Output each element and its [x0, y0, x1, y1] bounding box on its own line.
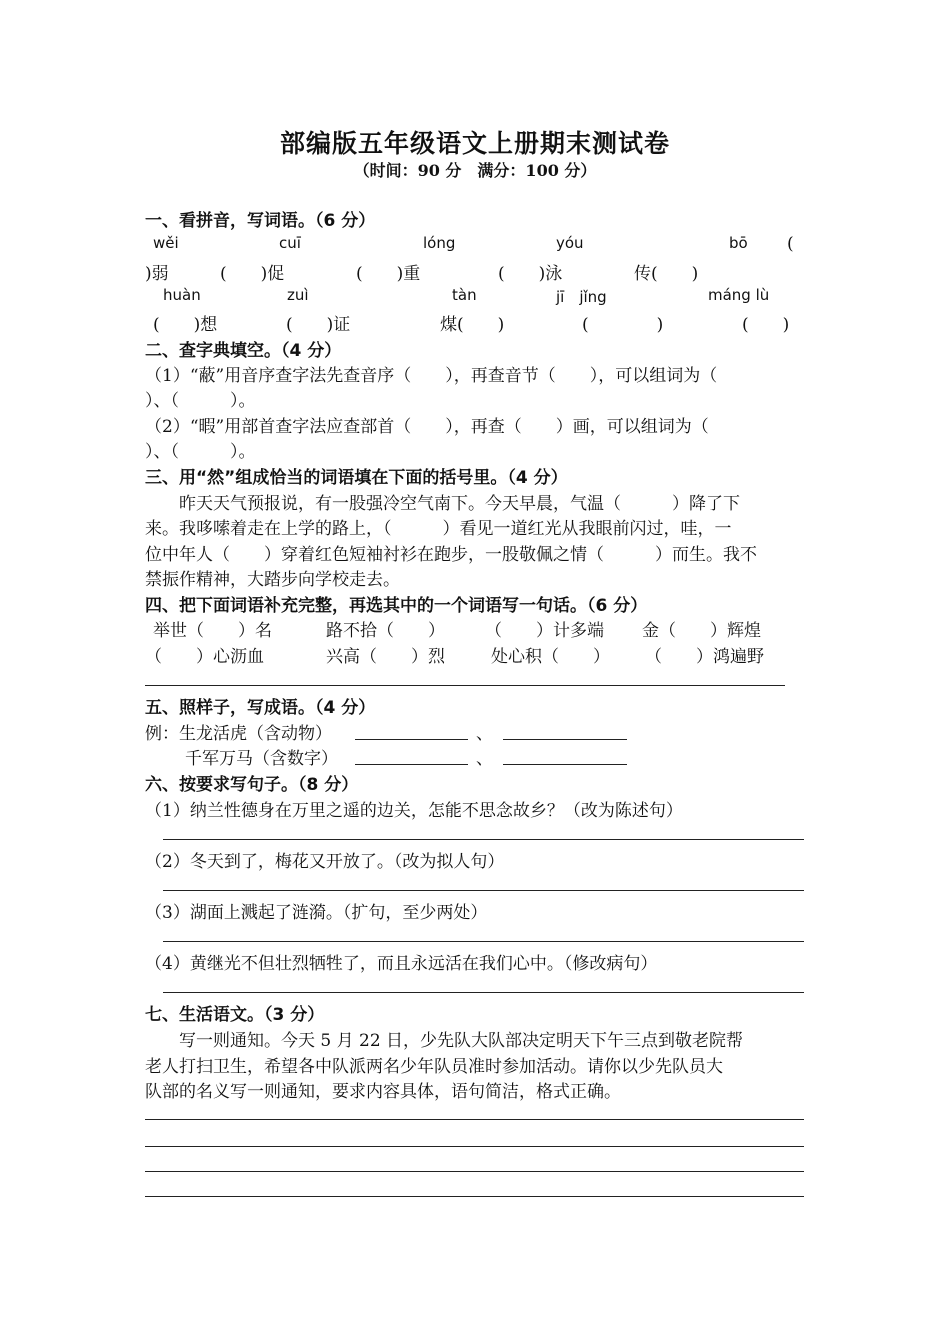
section7-answer-4[interactable] — [145, 1196, 804, 1197]
section5-answer-2b[interactable] — [503, 764, 627, 765]
section6-q1: （1）纳兰性德身在万里之遥的边关，怎能不思念故乡？（改为陈述句） — [145, 801, 683, 821]
section2-q2-line2: ）、（ ）。 — [145, 442, 256, 462]
section5-example2: 千军万马（含数字） — [185, 749, 338, 769]
idiom-blank-2: 路不拾（ ） — [326, 621, 445, 641]
pinyin-manglu: máng lù — [708, 286, 770, 304]
page-title: 部编版五年级语文上册期末测试卷 — [279, 129, 670, 158]
section6-answer-4[interactable] — [163, 992, 804, 993]
section6-q3: （3）湖面上溅起了涟漪。（扩句，至少两处） — [145, 903, 488, 923]
blank-open-paren: ( — [787, 234, 794, 254]
pinyin-long: lóng — [423, 234, 456, 252]
section2-q1-line2: ）、（ ）。 — [145, 391, 256, 411]
section6-answer-2[interactable] — [163, 890, 804, 891]
word-blank-7: ( )证 — [286, 315, 351, 335]
section5-example1: 例：生龙活虎（含动物） — [145, 724, 332, 744]
section7-heading: 七、生活语文。（3 分） — [145, 1005, 325, 1025]
page-subtitle: （时间：90 分 满分：100 分） — [353, 161, 597, 180]
section3-line2: 来。我哆嗦着走在上学的路上，（ ）看见一道红光从我眼前闪过，哇，一 — [145, 519, 732, 539]
word-blank-6: ( )想 — [153, 315, 218, 335]
idiom-blank-1: 举世（ ）名 — [153, 621, 272, 641]
pinyin-jijing: jī jǐng — [556, 288, 607, 306]
section6-heading: 六、按要求写句子。（8 分） — [145, 775, 359, 795]
section5-sep-2: 、 — [476, 749, 493, 769]
section2-q2-line1: （2）“暇”用部首查字法应查部首（ ），再查（ ）画，可以组词为（ — [145, 417, 709, 437]
section2-heading: 二、查字典填空。（4 分） — [145, 341, 342, 361]
word-blank-3: ( )重 — [356, 264, 421, 284]
pinyin-tan: tàn — [452, 286, 477, 304]
section3-line1: 昨天天气预报说，有一股强冷空气南下。今天早晨，气温（ ）降了下 — [145, 494, 740, 514]
idiom-blank-6: 兴高（ ）烈 — [326, 647, 445, 667]
section7-answer-3[interactable] — [145, 1171, 804, 1172]
section2-q1-line1: （1）“蔽”用音序查字法先查音序（ ），再查音节（ ），可以组词为（ — [145, 366, 718, 386]
pinyin-wei: wěi — [153, 234, 179, 252]
word-blank-10: ( ) — [742, 315, 790, 335]
section5-answer-1a[interactable] — [355, 739, 468, 740]
pinyin-bo: bō — [729, 234, 748, 252]
pinyin-huan: huàn — [163, 286, 201, 304]
section4-heading: 四、把下面词语补充完整，再选其中的一个词语写一句话。（6 分） — [145, 596, 648, 616]
idiom-blank-5: （ ）心沥血 — [145, 647, 264, 667]
section5-answer-2a[interactable] — [355, 764, 468, 765]
section7-line1: 写一则通知。今天 5 月 22 日，少先队大队部决定明天下午三点到敬老院帮 — [145, 1031, 744, 1051]
word-blank-5: 传( ) — [634, 264, 699, 284]
section6-answer-3[interactable] — [163, 941, 804, 942]
section3-line3: 位中年人（ ）穿着红色短袖衬衫在跑步，一股敬佩之情（ ）而生。我不 — [145, 545, 757, 565]
section3-line4: 禁振作精神，大踏步向学校走去。 — [145, 570, 400, 590]
section6-answer-1[interactable] — [163, 839, 804, 840]
section7-line3: 队部的名义写一则通知，要求内容具体，语句简洁，格式正确。 — [145, 1082, 621, 1102]
section6-q4: （4）黄继光不但壮烈牺牲了，而且永远活在我们心中。（修改病句） — [145, 954, 658, 974]
idiom-blank-3: （ ）计多端 — [485, 621, 604, 641]
section1-heading: 一、看拼音，写词语。（6 分） — [145, 211, 376, 231]
section4-answer-line[interactable] — [145, 685, 785, 686]
section7-answer-1[interactable] — [145, 1119, 804, 1120]
idiom-blank-8: （ ）鸿遍野 — [645, 647, 764, 667]
idiom-blank-4: 金（ ）辉煌 — [642, 621, 761, 641]
section6-q2: （2）冬天到了，梅花又开放了。（改为拟人句） — [145, 852, 505, 872]
idiom-blank-7: 处心积（ ） — [491, 647, 610, 667]
word-blank-9: ( ) — [582, 315, 664, 335]
word-blank-1: )弱 — [145, 264, 169, 284]
section5-heading: 五、照样子，写成语。（4 分） — [145, 698, 376, 718]
pinyin-cui: cuī — [279, 234, 301, 252]
section5-answer-1b[interactable] — [503, 739, 627, 740]
section5-sep-1: 、 — [476, 724, 493, 744]
pinyin-you: yóu — [556, 234, 584, 252]
pinyin-zui: zuì — [287, 286, 309, 304]
word-blank-2: ( )促 — [220, 264, 285, 284]
section7-line2: 老人打扫卫生，希望各中队派两名少年队员准时参加活动。请你以少先队员大 — [145, 1057, 723, 1077]
word-blank-4: ( )泳 — [498, 264, 563, 284]
section3-heading: 三、用“然”组成恰当的词语填在下面的括号里。（4 分） — [145, 468, 568, 488]
section7-answer-2[interactable] — [145, 1146, 804, 1147]
word-blank-8: 煤( ) — [440, 315, 505, 335]
